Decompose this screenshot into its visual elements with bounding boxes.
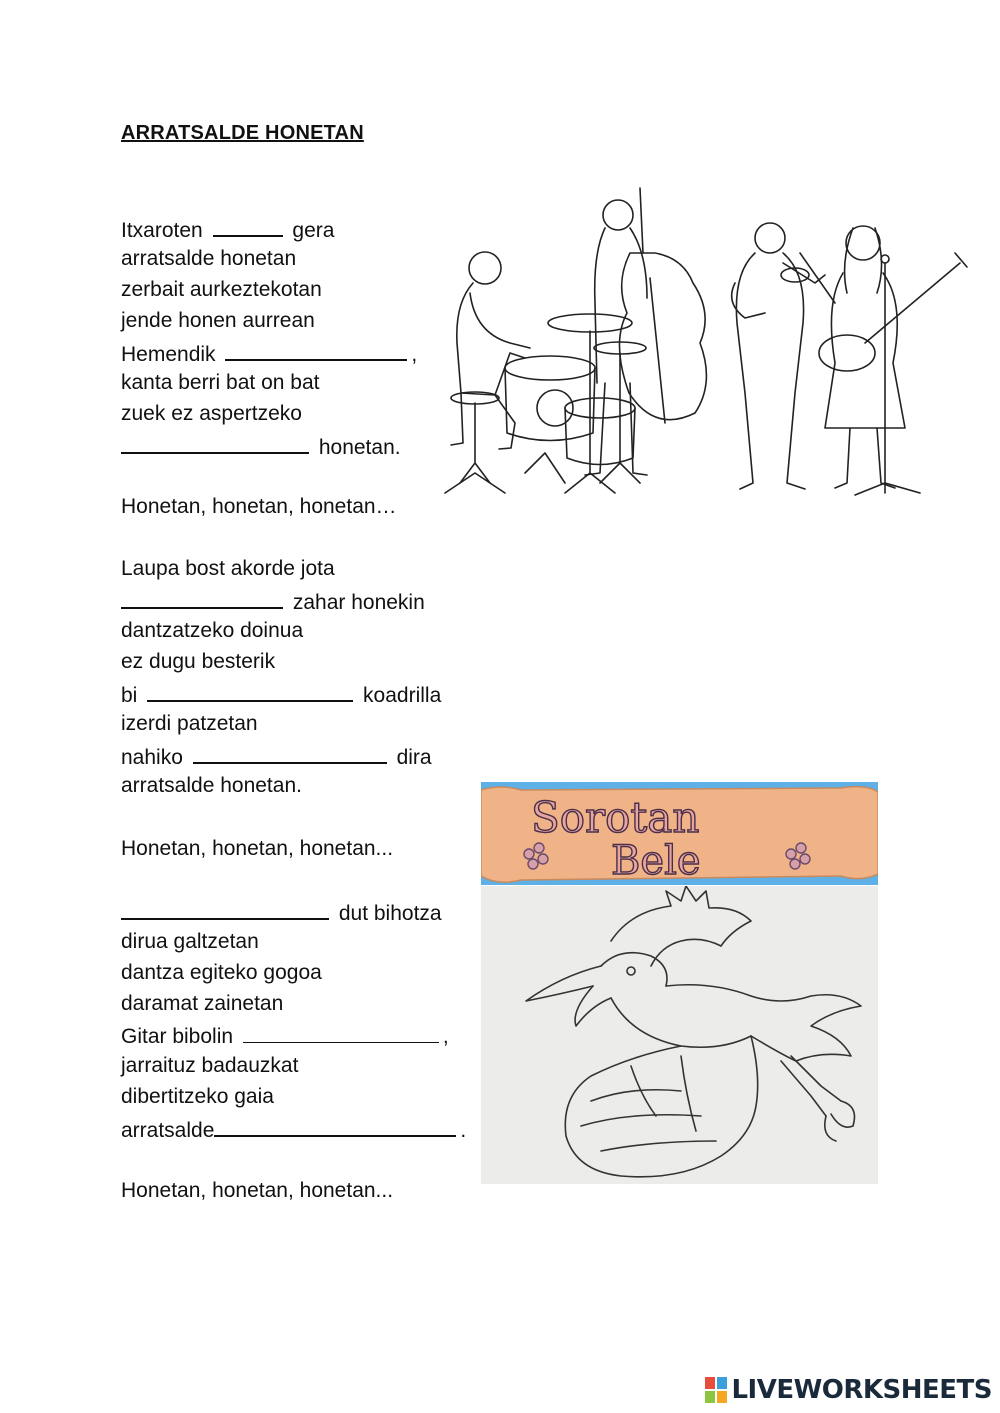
answer-blank[interactable]: [121, 587, 283, 609]
lyric-text: gera: [292, 219, 335, 242]
lyric-text: arratsalde: [121, 1119, 215, 1142]
lyric-text: Gitar bibolin: [121, 1025, 234, 1048]
answer-blank[interactable]: [147, 680, 353, 702]
lyric-line: ez dugu besterik: [121, 650, 276, 673]
lyric-line: zerbait aurkeztekotan: [121, 278, 322, 301]
page-title: ARRATSALDE HONETAN: [121, 122, 364, 144]
brand-text: LIVEWORKSHEETS: [731, 1375, 992, 1405]
lyric-text: dira: [396, 746, 432, 769]
lyric-text: dut bihotza: [338, 902, 442, 925]
lyric-line: [121, 432, 401, 461]
chorus-line: Honetan, honetan, honetan...: [121, 837, 394, 860]
answer-blank[interactable]: [193, 742, 387, 764]
lyric-text: ,: [411, 343, 418, 366]
lyric-text: bi: [121, 684, 138, 707]
lyric-line: [121, 339, 417, 368]
answer-blank[interactable]: [213, 215, 283, 237]
lyric-line: izerdi patzetan: [121, 712, 258, 735]
lyric-line: kanta berri bat on bat: [121, 371, 320, 394]
liveworksheets-logo: [705, 1375, 992, 1405]
lyric-line: zuek ez aspertzeko: [121, 402, 302, 425]
lyric-line: dirua galtzetan: [121, 930, 259, 953]
lyric-text: zahar honekin: [292, 591, 425, 614]
lyric-line: jende honen aurrean: [121, 309, 315, 332]
lyric-text: nahiko: [121, 746, 183, 769]
band-illustration: [415, 183, 980, 523]
liveworksheets-mark-icon: [705, 1377, 727, 1403]
lyric-line: dantza egiteko gogoa: [121, 961, 322, 984]
lyric-line: [121, 587, 425, 616]
lyric-line: [121, 1115, 466, 1144]
lyric-text: Hemendik: [121, 343, 216, 366]
answer-blank[interactable]: [243, 1022, 439, 1043]
lyric-text: .: [460, 1119, 467, 1142]
lyric-line: dibertitzeko gaia: [121, 1085, 274, 1108]
lyric-line: [121, 680, 441, 709]
lyric-text: koadrilla: [363, 684, 442, 707]
lyric-line: Laupa bost akorde jota: [121, 557, 335, 580]
logo-text-sorotan: Sorotan: [531, 793, 700, 842]
lyric-line: [121, 898, 442, 927]
answer-blank[interactable]: [121, 432, 309, 454]
answer-blank[interactable]: [214, 1115, 456, 1137]
lyric-text: Itxaroten: [121, 219, 203, 242]
answer-blank[interactable]: [121, 898, 329, 920]
answer-blank[interactable]: [225, 339, 407, 361]
chorus-line: Honetan, honetan, honetan...: [121, 1179, 394, 1202]
lyric-line: [121, 215, 334, 244]
chorus-line: Honetan, honetan, honetan…: [121, 495, 397, 518]
lyric-line: arratsalde honetan: [121, 247, 297, 270]
band-logo: [481, 782, 878, 885]
crow-drawing: [481, 886, 878, 1184]
lyric-text: ,: [442, 1025, 449, 1048]
lyric-line: [121, 1022, 449, 1050]
lyric-line: dantzatzeko doinua: [121, 619, 304, 642]
lyric-text: honetan.: [318, 436, 401, 459]
lyric-line: jarraituz badauzkat: [121, 1054, 299, 1077]
lyric-line: arratsalde honetan.: [121, 774, 302, 797]
logo-text-bele: Bele: [611, 838, 701, 884]
lyric-line: [121, 742, 432, 771]
lyric-line: daramat zainetan: [121, 992, 284, 1015]
